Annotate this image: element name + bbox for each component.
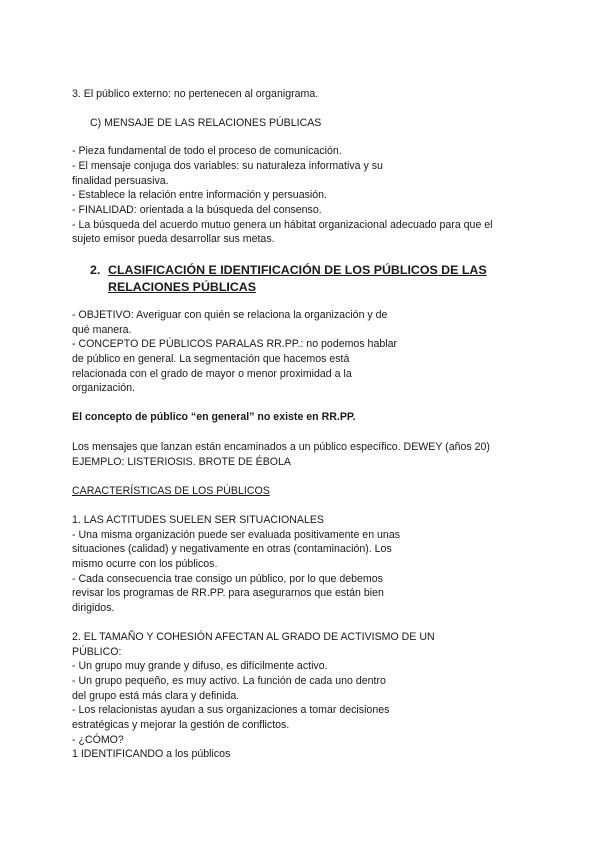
item1-line: - Una misma organización puede ser evaluada positivamente en unas bbox=[72, 529, 401, 541]
bold-statement: El concepto de público “en general” no existe en RR.PP. bbox=[72, 411, 356, 423]
item1-line: 1. LAS ACTITUDES SUELEN SER SITUACIONALES bbox=[72, 514, 324, 526]
section-2-line: - OBJETIVO: Averiguar con quién se relaciona la organización y de bbox=[72, 309, 388, 321]
item1-line: - Cada consecuencia trae consigo un público, por lo que debemos bbox=[72, 573, 383, 585]
section-2-line: qué manera. bbox=[72, 324, 132, 336]
item2-line: - Un grupo muy grande y difuso, es difícilmente activo. bbox=[72, 660, 328, 672]
section-c-line: finalidad persuasiva. bbox=[72, 175, 169, 187]
item2-line: - Los relacionistas ayudan a sus organizaciones a tomar decisiones bbox=[72, 704, 390, 716]
section-2-line: relacionada con el grado de mayor o menor proximidad a la bbox=[72, 368, 352, 380]
item2-line: estratégicas y mejorar la gestión de conflictos. bbox=[72, 719, 290, 731]
item2-line: - Un grupo pequeño, es muy activo. La función de cada uno dentro bbox=[72, 675, 386, 687]
section-c-line: - FINALIDAD: orientada a la búsqueda del consenso. bbox=[72, 204, 322, 216]
caracteristicas-heading: CARACTERÍSTICAS DE LOS PÚBLICOS bbox=[72, 485, 270, 497]
item2-line: 1 IDENTIFICANDO a los públicos bbox=[72, 748, 231, 760]
message-line: EJEMPLO: LISTERIOSIS. BROTE DE ÉBOLA bbox=[72, 456, 291, 468]
section-2-line: - CONCEPTO DE PÚBLICOS PARALAS RR.PP.: no podemos hablar bbox=[72, 338, 398, 350]
section-2-line: organización. bbox=[72, 382, 136, 394]
item1-line: dirigidos. bbox=[72, 602, 115, 614]
item1-line: situaciones (calidad) y negativamente en otras (contaminación). Los bbox=[72, 543, 392, 555]
section-c-line: - Establece la relación entre información y persuasión. bbox=[72, 189, 327, 201]
item1-line: mismo ocurre con los públicos. bbox=[72, 558, 218, 570]
item2-line: - ¿CÓMO? bbox=[72, 734, 124, 746]
item2-line: PÚBLICO: bbox=[72, 646, 122, 658]
section-c-line: - El mensaje conjuga dos variables: su naturaleza informativa y su bbox=[72, 160, 383, 172]
section-c-line: - Pieza fundamental de todo el proceso de comunicación. bbox=[72, 145, 342, 157]
section-2-number: 2. bbox=[90, 263, 101, 277]
item2-line: 2. EL TAMAÑO Y COHESIÓN AFECTAN AL GRADO DE ACTIVISMO DE UN bbox=[72, 631, 435, 643]
message-line: Los mensajes que lanzan están encaminados a un público específico. DEWEY (años 20) bbox=[72, 441, 490, 453]
section-2-line: de público en general. La segmentación que hacemos está bbox=[72, 353, 350, 365]
section-2-title: CLASIFICACIÓN E IDENTIFICACIÓN DE LOS PÚBLICOS DE LAS bbox=[108, 263, 487, 277]
item2-line: del grupo está más clara y definida. bbox=[72, 690, 240, 702]
section-c-heading: C) MENSAJE DE LAS RELACIONES PÚBLICAS bbox=[90, 117, 322, 129]
section-2-title-line2: RELACIONES PÚBLICAS bbox=[108, 280, 257, 294]
section-c-line: sujeto emisor pueda desarrollar sus metas. bbox=[72, 233, 275, 245]
item1-line: revisar los programas de RR.PP. para asegurarnos que están bien bbox=[72, 587, 384, 599]
section-c-line: - La búsqueda del acuerdo mutuo genera un hábitat organizacional adecuado para que el bbox=[72, 219, 493, 231]
section-3-item: 3. El público externo: no pertenecen al organigrama. bbox=[72, 88, 319, 100]
